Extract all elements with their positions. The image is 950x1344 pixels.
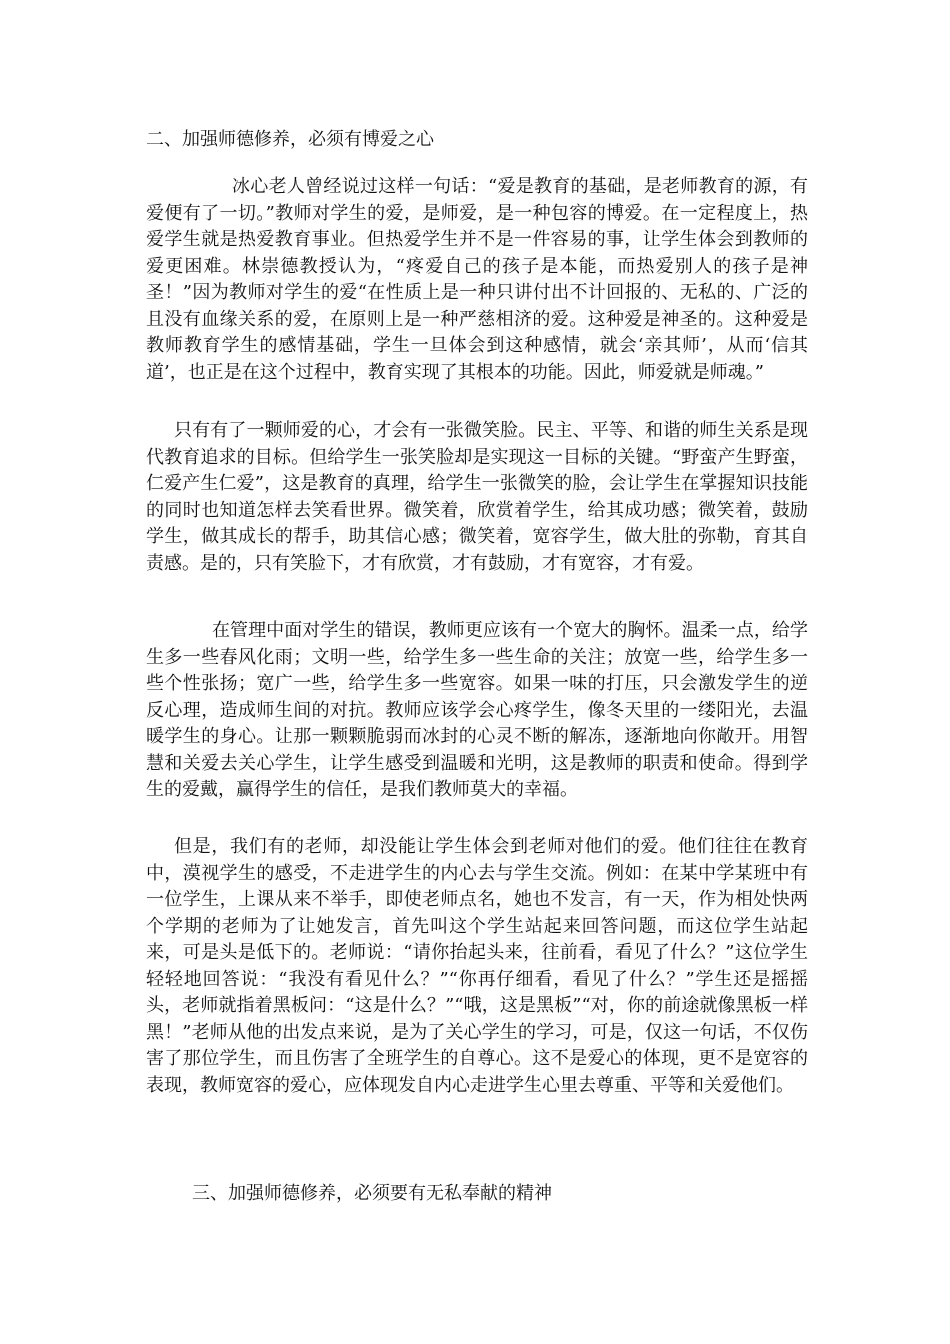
section-heading: 二、加强师德修养，必须有博爱之心 [146, 129, 434, 150]
body-paragraph: 在管理中面对学生的错误，教师更应该有一个宽大的胸怀。温柔一点，给学生多一些春风化雨；文明一些，给学生多一些生命的关注；放宽一些，给学生多一些个性张扬；宽广一些，给学生多一些宽容。如果一味的打压，只会激发学生的逆反心理，造成师生间的对抗。教师应该学会心疼学生，像冬天里的一缕阳光，去温暖学生的身心。让那一颗颗脆弱而冰封的心灵不断的解冻，逐渐地向你敞开。用智慧和关爱去关心学生，让学生感受到温暖和光明，这是教师的职责和使命。得到学生的爱戴，赢得学生的信任，是我们教师莫大的幸福。 [146, 620, 808, 800]
section-heading: 三、加强师德修养，必须要有无私奉献的精神 [192, 1183, 552, 1204]
body-paragraph: 冰心老人曾经说过这样一句话：“爱是教育的基础，是老师教育的源，有爱便有了一切。”教师对学生的爱，是师爱，是一种包容的博爱。在一定程度上，热爱学生就是热爱教育事业。但热爱学生并不是一件容易的事，让学生体会到教师的爱更困难。林崇德教授认为，“疼爱自己的孩子是本能，而热爱别人的孩子是神圣！”因为教师对学生的爱“在性质上是一种只讲付出不计回报的、无私的、广泛的且没有血缘关系的爱，在原则上是一种严慈相济的爱。这种爱是神圣的。这种爱是教师教育学生的感情基础，学生一旦体会到这种感情，就会‘亲其师’，从而‘信其道’，也正是在这个过程中，教育实现了其根本的功能。因此，师爱就是师魂。” [146, 176, 808, 383]
body-paragraph: 只有有了一颗师爱的心，才会有一张微笑脸。民主、平等、和谐的师生关系是现代教育追求的目标。但给学生一张笑脸却是实现这一目标的关键。“野蛮产生野蛮，仁爱产生仁爱”，这是教育的真理，给学生一张微笑的脸，会让学生在掌握知识技能的同时也知道怎样去笑看世界。微笑着，欣赏着学生，给其成功感；微笑着，鼓励学生，做其成长的帮手，助其信心感；微笑着，宽容学生，做大肚的弥勒，育其自责感。是的，只有笑脸下，才有欣赏，才有鼓励，才有宽容，才有爱。 [146, 420, 808, 574]
body-paragraph: 但是，我们有的老师，却没能让学生体会到老师对他们的爱。他们往往在教育中，漠视学生的感受，不走进学生的内心去与学生交流。例如：在某中学某班中有一位学生，上课从来不举手，即使老师点名，她也不发言，有一天，作为相处快两个学期的老师为了让她发言，首先叫这个学生站起来回答问题，而这位学生站起来，可是头是低下的。老师说：“请你抬起头来，往前看，看见了什么？”这位学生轻轻地回答说：“我没有看见什么？”“你再仔细看，看见了什么？”学生还是摇摇头，老师就指着黑板问：“这是什么？”“哦，这是黑板”“对，你的前途就像黑板一样黑！”老师从他的出发点来说，是为了关心学生的学习，可是，仅这一句话，不仅伤害了那位学生，而且伤害了全班学生的自尊心。这不是爱心的体现，更不是宽容的表现，教师宽容的爱心，应体现发自内心走进学生心里去尊重、平等和关爱他们。 [146, 836, 808, 1096]
